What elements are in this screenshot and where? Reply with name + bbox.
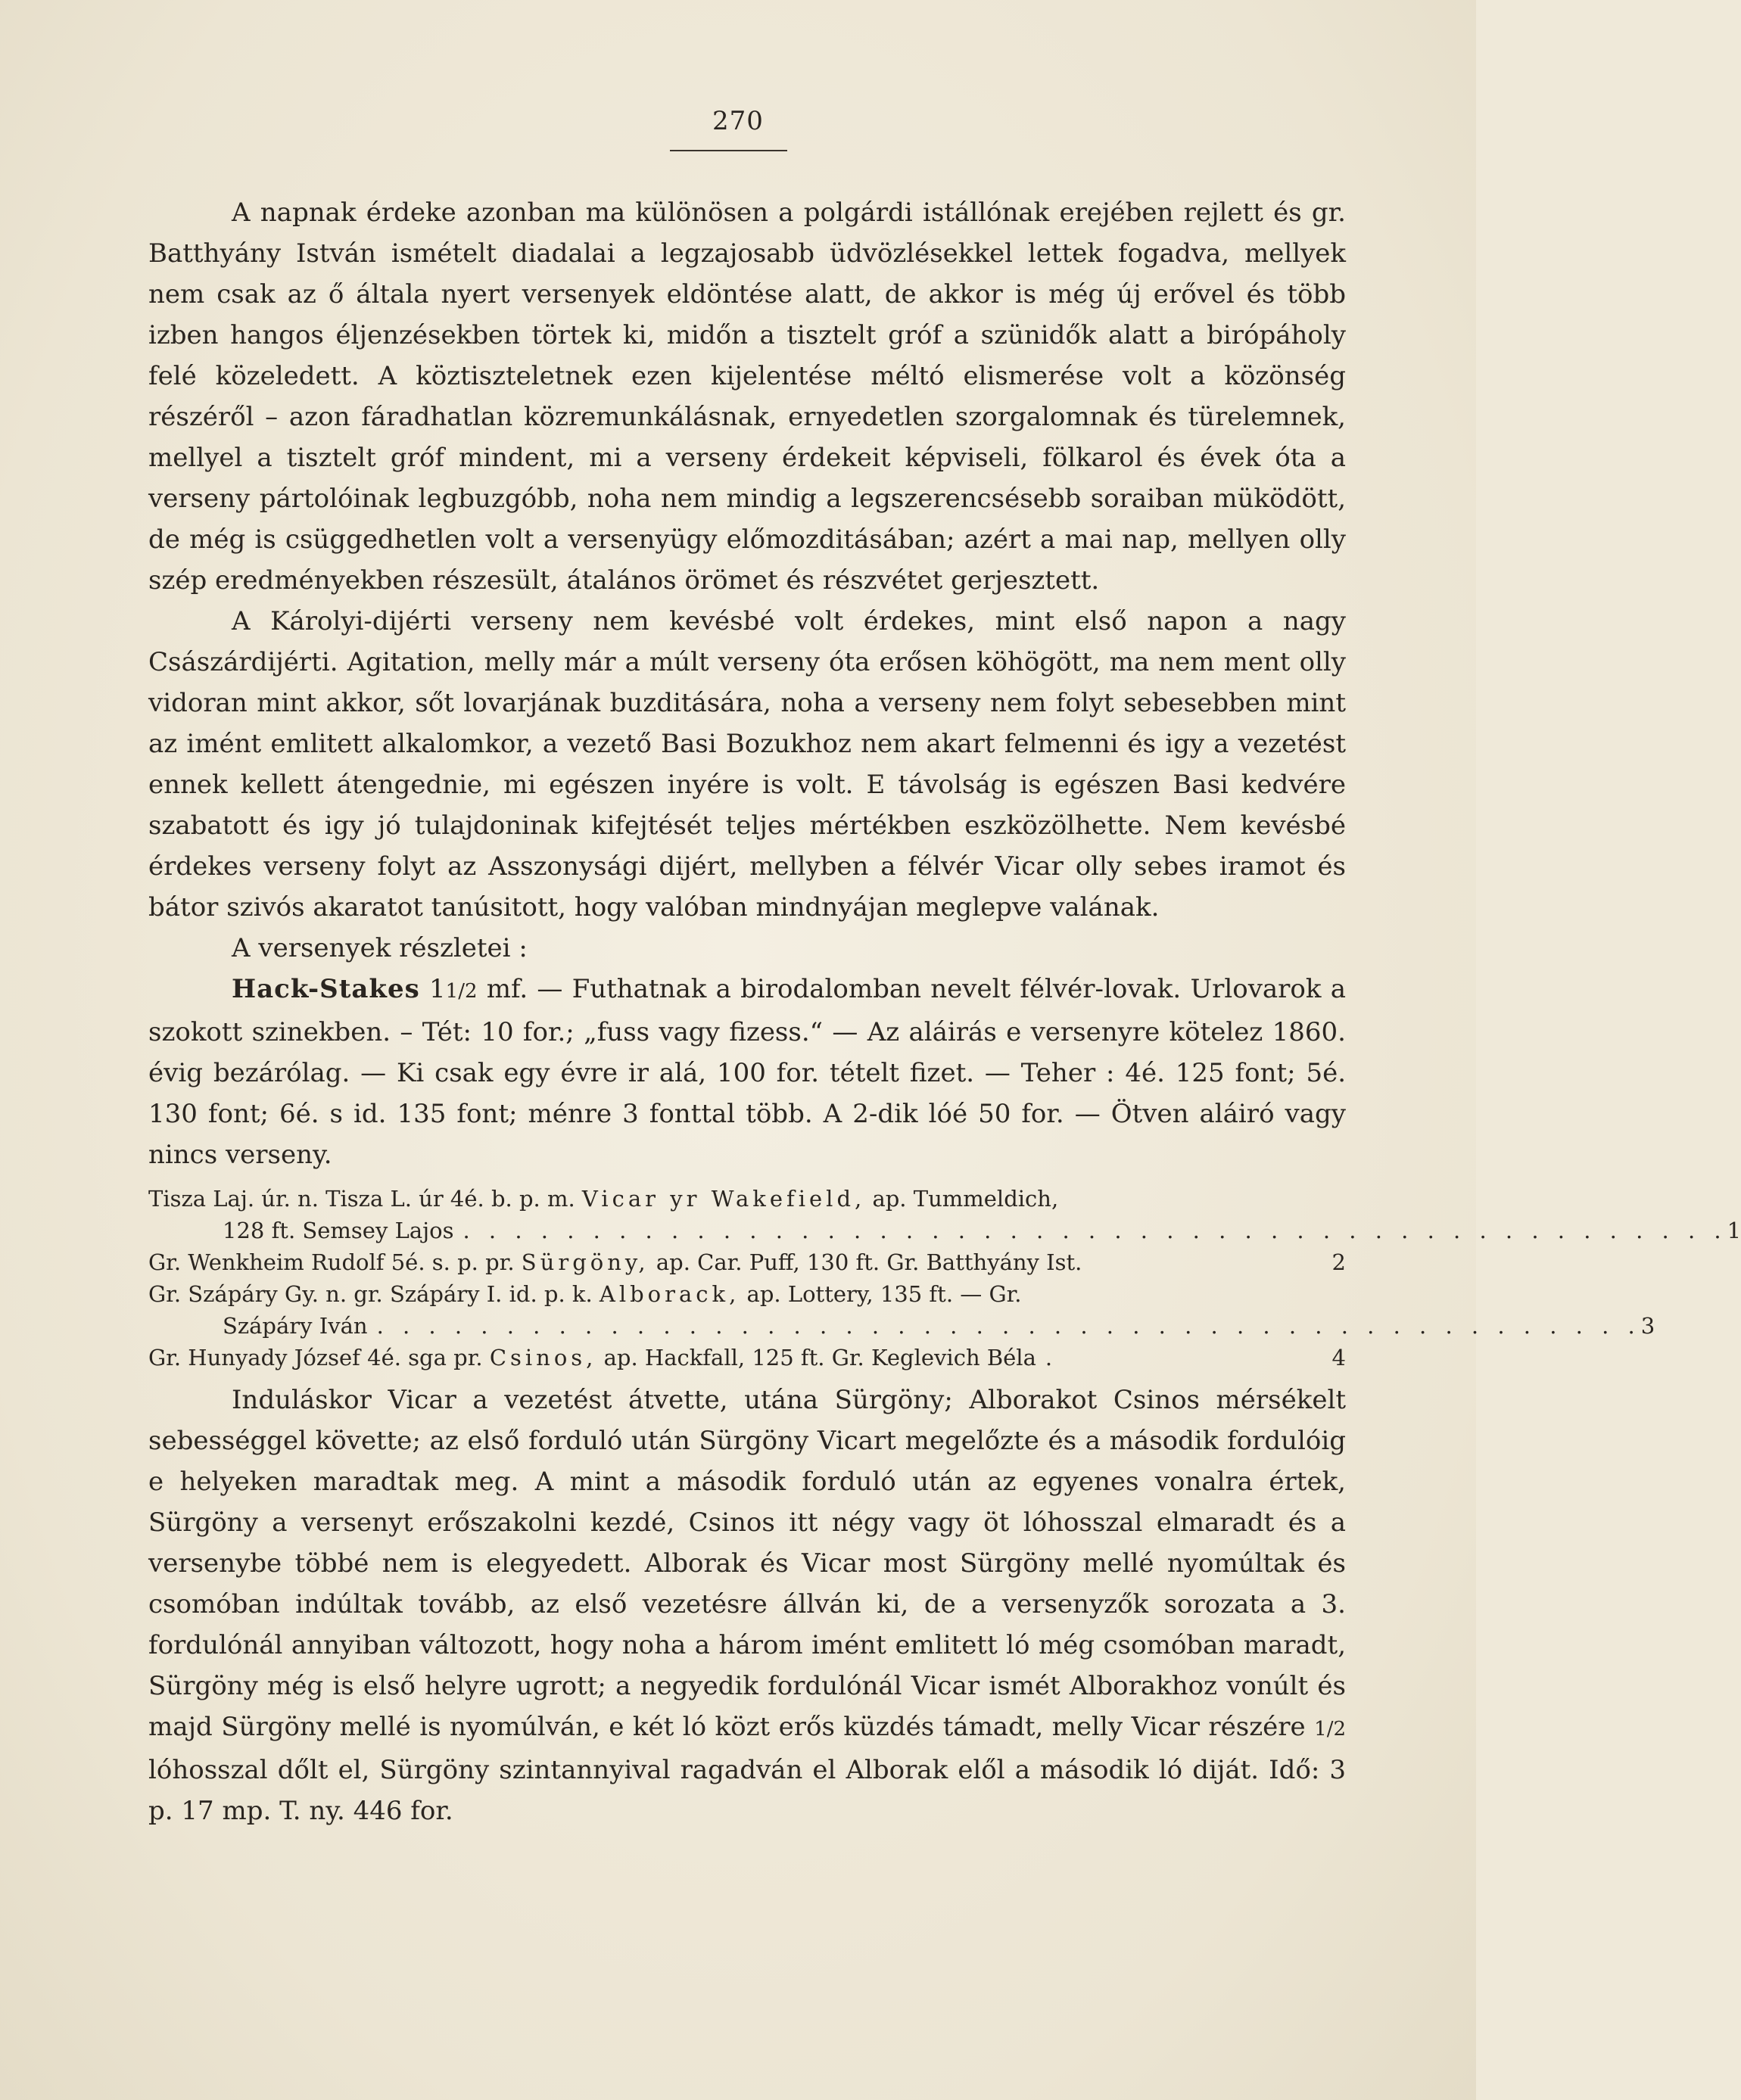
page-number: 270: [712, 106, 764, 136]
result-entry-3: Gr. Szápáry Gy. n. gr. Szápáry I. id. p. k. Alborack, ap. Lottery, 135 ft. — Gr.: [148, 1281, 1022, 1307]
placing: 1: [1727, 1218, 1741, 1243]
placing: 2: [1331, 1249, 1346, 1275]
result-entry-3-cont: Szápáry Iván: [223, 1313, 368, 1339]
paragraph-intro: A napnak érdeke azonban ma különösen a polgárdi istállónak erejében rejlett és gr. Batthyány István ismételt diadalai a legzajosabb üdvözlésekkel lettek fogadva, mellyek nem csak az ő általa nyert versenyek eldöntése alatt, de akkor is még új erővel és több izben hangos éljenzésekben törtek ki, midőn a tisztelt gróf a szünidők alatt a birópáholy felé közeledett. A köztiszteletnek ezen kijelentése méltó elismerése volt a közönség részéről – azon fáradhatlan közremunkálásnak, ernyedetlen szorgalomnak és türelemnek, mellyel a tisztelt gróf mindent, mi a verseny érdekeit képviseli, fölkarol és évek óta a verseny pártolóinak legbuzgóbb, noha nem mindig a legszerencsésebb soraiban müködött, de még is csüggedhetlen volt a versenyügy előmozditásában; azért a mai nap, mellyen olly szép eredményekben részesült, átalános örömet és részvétet gerjesztett.: [148, 198, 1346, 596]
placing: 4: [1331, 1345, 1346, 1370]
results-list: [148, 1183, 1741, 1374]
result-row: [148, 1278, 1346, 1310]
page-body: [148, 192, 1741, 1831]
dot-leader: . . . . . . . . . . . . . . . . . . . . . . . . . . . . . . . . . . . . . . . . . . . . . . . . .: [463, 1218, 1727, 1243]
result-entry-2: Gr. Wenkheim Rudolf 5é. s. p. pr. Sürgöny, ap. Car. Puff, 130 ft. Gr. Batthyány Ist.: [148, 1249, 1082, 1275]
dot-leader: .: [1045, 1345, 1059, 1370]
result-row: [148, 1183, 1346, 1215]
paragraph-hack-stakes: [148, 969, 1346, 1175]
header-rule: [670, 150, 787, 151]
result-row: [148, 1215, 1741, 1246]
result-entry-1-cont: 128 ft. Semsey Lajos: [223, 1218, 454, 1243]
race-title: Hack-Stakes: [232, 974, 420, 1004]
race-conditions: mf. — Futhatnak a birodalomban nevelt félvér-lovak. Urlovarok a szokott szinekben. – Tét: 10 for.; „fuss vagy fizess.“ — Az aláirás e versenyre kötelez 1860. évig bezárólag. — Ki csak egy évre ir alá, 100 for. tételt fizet. — Teher : 4é. 125 font; 5é. 130 font; 6é. s id. 135 font; ménre 3 fonttal több. A 2-dik lóé 50 for. — Ötven aláiró vagy nincs verseny.: [148, 974, 1346, 1170]
result-row: [148, 1310, 1655, 1342]
fraction: 1/2: [1314, 1718, 1346, 1741]
paragraph-karolyi-race: A Károlyi-dijérti verseny nem kevésbé volt érdekes, mint első napon a nagy Császárdijérti. Agitation, melly már a múlt verseny óta erősen köhögött, ma nem ment olly vidoran mint akkor, sőt lovarjának buzditására, noha a verseny nem folyt sebesebben mint az imént emlitett alkalomkor, a vezető Basi Bozukhoz nem akart felmenni és igy a vezetést ennek kellett átengednie, mi egészen inyére is volt. E távolság is egészen Basi kedvére szabatott és igy jó tulajdoninak kifejtését teljes mértékben eszközölhette. Nem kevésbé érdekes verseny folyt az Asszonysági dijért, mellyben a félvér Vicar olly sebes iramot és bátor szivós akaratot tanúsitott, hogy valóban mindnyájan meglepve valának.: [148, 606, 1346, 922]
dot-leader: . . . . . . . . . . . . . . . . . . . . . . . . . . . . . . . . . . . . . . . . . . . . . . . . .: [376, 1313, 1641, 1339]
paragraph-race-details-heading: A versenyek részletei :: [232, 933, 528, 963]
result-entry-1: Tisza Laj. úr. n. Tisza L. úr 4é. b. p. m. Vicar yr Wakefield, ap. Tummeldich,: [148, 1186, 1059, 1212]
placing: 3: [1640, 1313, 1655, 1339]
race-distance: 11/2: [429, 974, 478, 1004]
result-row: [148, 1246, 1346, 1278]
paragraph-race-narrative: Induláskor Vicar a vezetést átvette, utána Sürgöny; Alborakot Csinos mérsékelt sebességgel követte; az első forduló után Sürgöny Vicart megelőzte és a második fordulóig e helyeken maradtak meg. A mint a második forduló után az egyenes vonalra értek, Sürgöny a versenyt erőszakolni kezdé, Csinos itt négy vagy öt lóhosszal elmaradt és a versenybe többé nem is elegyedett. Alborak és Vicar most Sürgöny mellé nyomúltak és csomóban indúltak tovább, az első vezetésre állván ki, de a versenyzők sorozata a 3. fordulónál annyiban változott, hogy noha a három imént emlitett ló még csomóban maradt, Sürgöny még is első helyre ugrott; a negyedik fordulónál Vicar ismét Alborakhoz vonúlt és majd Sürgöny mellé is nyomúlván, e két ló közt erős küzdés támadt, melly Vicar részére 1/2 lóhosszal dőlt el, Sürgöny szintannyival ragadván el Alborak elől a második ló diját. Idő: 3 p. 17 mp. T. ny. 446 for.: [148, 1385, 1346, 1826]
result-entry-4: Gr. Hunyady József 4é. sga pr. Csinos, ap. Hackfall, 125 ft. Gr. Keglevich Béla: [148, 1345, 1036, 1370]
result-row: [148, 1342, 1346, 1374]
